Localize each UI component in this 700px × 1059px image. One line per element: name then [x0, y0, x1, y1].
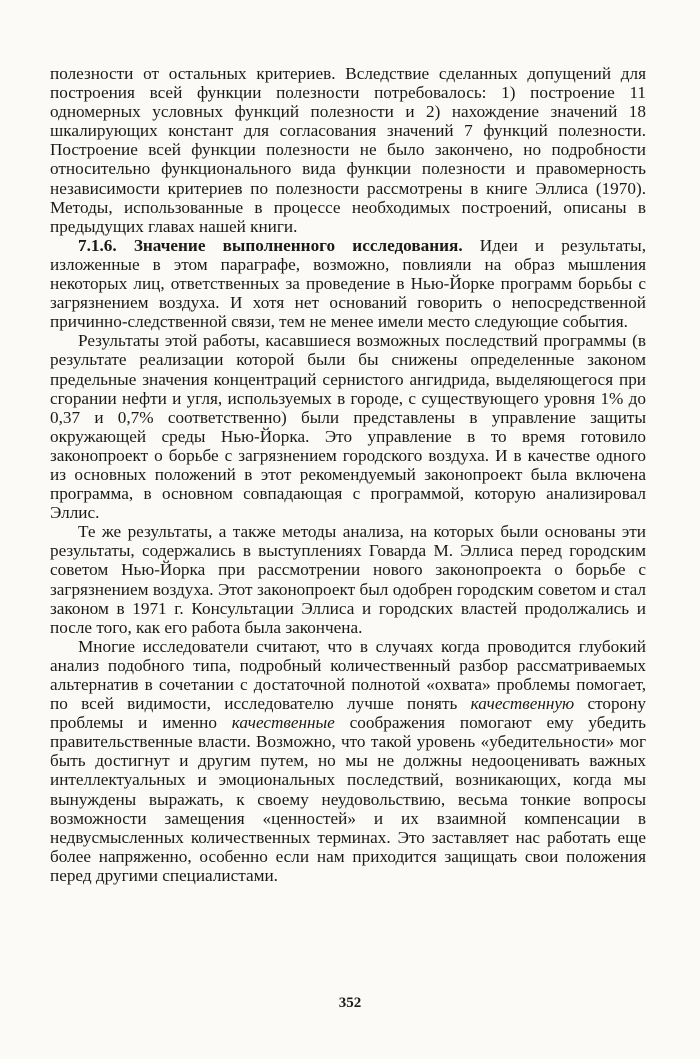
- emphasis-qualitative-side: качественную: [470, 694, 575, 714]
- paragraph-5-part-2: сторону проблемы и именно: [50, 694, 646, 733]
- paragraph-4: Те же результаты, а также методы анализа, на которых были основаны эти результаты, содержались в выступлениях Говарда М. Эллиса перед городским советом Нью-Йорка при рассмотрении нового законопроекта о борьбе с загрязнением воздуха. Этот законопроект был одобрен городским советом и стал законом в 1971 г. Консультации Эллиса и городских властей продолжались и после того, как его работа была закончена.: [50, 522, 646, 637]
- paragraph-5-part-1: Многие исследователи считают, что в случаях когда проводится глубокий анализ подобного типа, подробный количественный разбор рассматриваемых альтернатив в сочетании с достаточной полнотой «охвата» проблемы помогает, по всей видимости, исследователю лучше понять: [50, 636, 646, 714]
- paragraph-2-text: Идеи и результаты, изложенные в этом параграфе, возможно, повлияли на образ мышления некоторых лиц, ответственных за проведение в Нью-Йорке программ борьбы с загрязнением воздуха. И хотя нет оснований говорить о непосредственной причинно-следственной связи, тем не менее имели место следующие события.: [50, 235, 647, 332]
- paragraph-2: [50, 236, 646, 331]
- section-heading: 7.1.6. Значение выполненного исследования.: [78, 235, 463, 255]
- page-body: [50, 64, 646, 885]
- paragraph-3: Результаты этой работы, касавшиеся возможных последствий программы (в результате реализации которой были бы снижены определенные законом предельные значения концентраций сернистого ангидрида, выделяющегося при сгорании нефти и угля, используемых в городе, с существующего уровня 1% до 0,37 и 0,7% соответственно) были представлены в управление защиты окружающей среды Нью-Йорка. Это управление в то время готовило законопроект о борьбе с загрязнением городского воздуха. И в качестве одного из основных положений в этот рекомендуемый законопроект была включена программа, в основном совпадающая с программой, которую анализировал Эллис.: [50, 331, 646, 523]
- paragraph-1: полезности от остальных критериев. Вследствие сделанных допущений для построения всей функции полезности потребовалось: 1) построение 11 одномерных условных функций полезности и 2) нахождение значений 18 шкалирующих констант для согласования значений 7 функций полезности. Построение всей функции полезности не было закончено, но подробности относительно функционального вида функции полезности и правомерность независимости критериев по полезности рассмотрены в книге Эллиса (1970). Методы, использованные в процессе необходимых построений, описаны в предыдущих главах нашей книги.: [50, 64, 646, 236]
- emphasis-qualitative-considerations: качественные: [231, 713, 335, 733]
- paragraph-5: [50, 637, 646, 885]
- page-number: 352: [338, 995, 362, 1011]
- paragraph-5-part-3: соображения помогают ему убедить правительственные власти. Возможно, что такой уровень «убедительности» мог быть достигнут и другим путем, но мы не должны недооценивать важных интеллектуальных и эмоциональных последствий, возникающих, когда мы вынуждены выражать, к своему неудовольствию, весьма тонкие вопросы возможности замещения «ценностей» и их взаимной компенсации в недвусмысленных количественных терминах. Это заставляет нас работать еще более напряженно, особенно если нам приходится защищать свои положения перед другими специалистами.: [50, 713, 646, 885]
